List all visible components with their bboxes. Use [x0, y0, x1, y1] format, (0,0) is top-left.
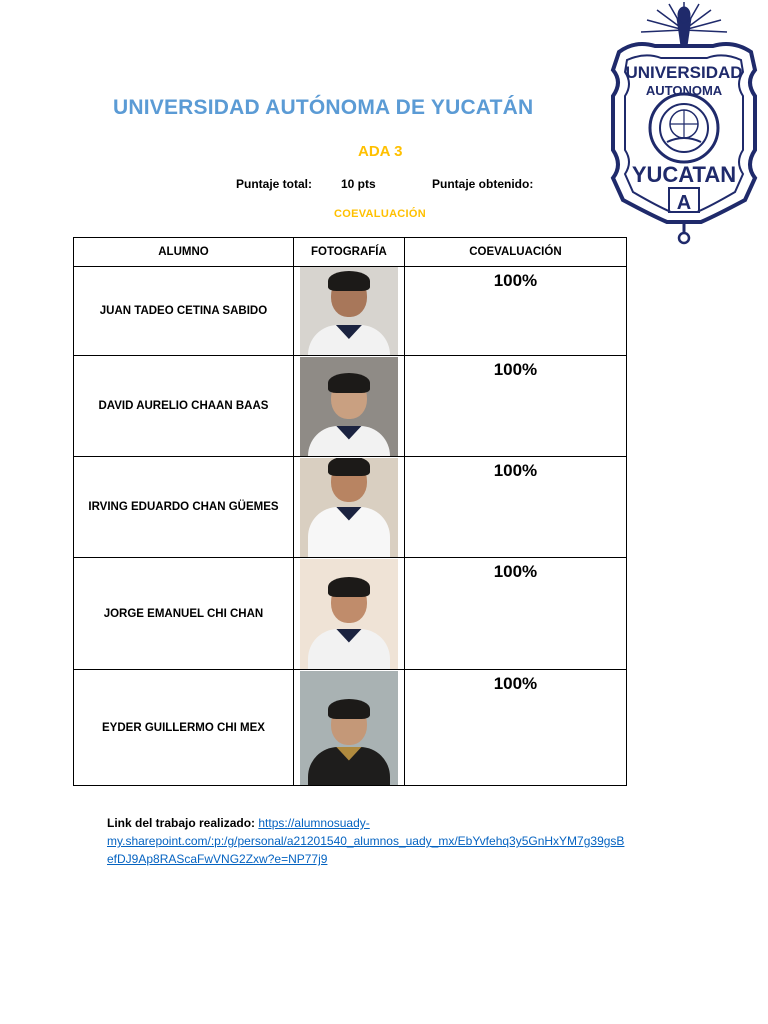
student-name: DAVID AURELIO CHAAN BAAS [74, 356, 294, 457]
work-link-line2[interactable]: my.sharepoint.com/:p:/g/personal/a21201540_alumnos_uady_mx/EbYvfehq3y5GnHxYM7g39gsB [107, 834, 625, 848]
coevaluation-table [73, 237, 627, 786]
header-student: ALUMNO [74, 238, 294, 267]
student-name: EYDER GUILLERMO CHI MEX [74, 670, 294, 786]
student-name: JORGE EMANUEL CHI CHAN [74, 558, 294, 670]
total-score-value: 10 pts [341, 177, 376, 191]
logo-text-top: UNIVERSIDAD [625, 63, 743, 82]
student-photo [300, 671, 398, 785]
header-coevaluation: COEVALUACIÓN [404, 238, 626, 267]
logo-text-bottom: YUCATAN [631, 162, 737, 187]
photo-cell [293, 670, 404, 786]
coevaluation-score: 100% [404, 356, 626, 457]
university-seal-logo [605, 0, 763, 245]
table-row [74, 457, 627, 558]
coevaluation-score: 100% [404, 670, 626, 786]
work-link-line1[interactable]: https://alumnosuady- [258, 816, 370, 830]
student-photo [300, 267, 398, 355]
logo-letter: A [676, 192, 692, 214]
work-link-section [107, 814, 667, 868]
student-name: JUAN TADEO CETINA SABIDO [74, 267, 294, 356]
photo-cell [293, 356, 404, 457]
coevaluation-score: 100% [404, 267, 626, 356]
university-title: UNIVERSIDAD AUTÓNOMA DE YUCATÁN [113, 96, 534, 119]
photo-cell [293, 457, 404, 558]
table-row [74, 558, 627, 670]
table-row [74, 267, 627, 356]
table-row [74, 670, 627, 786]
logo-text-mid: AUTONOMA [645, 83, 723, 98]
link-label: Link del trabajo realizado: [107, 816, 256, 830]
table-header-row [74, 238, 627, 267]
section-title: COEVALUACIÓN [334, 208, 427, 220]
coevaluation-score: 100% [404, 457, 626, 558]
work-link-line3[interactable]: efDJ9Ap8RAScaFwVNG2Zxw?e=NP77j9 [107, 852, 328, 866]
total-score-label: Puntaje total: [236, 177, 313, 191]
photo-cell [293, 558, 404, 670]
photo-cell [293, 267, 404, 356]
table-row [74, 356, 627, 457]
activity-title: ADA 3 [358, 143, 403, 160]
student-photo [300, 357, 398, 456]
student-photo [300, 458, 398, 557]
header-photo: FOTOGRAFÍA [293, 238, 404, 267]
coevaluation-score: 100% [404, 558, 626, 670]
obtained-score-label: Puntaje obtenido: [432, 177, 534, 191]
student-name: IRVING EDUARDO CHAN GÜEMES [74, 457, 294, 558]
student-photo [300, 559, 398, 669]
